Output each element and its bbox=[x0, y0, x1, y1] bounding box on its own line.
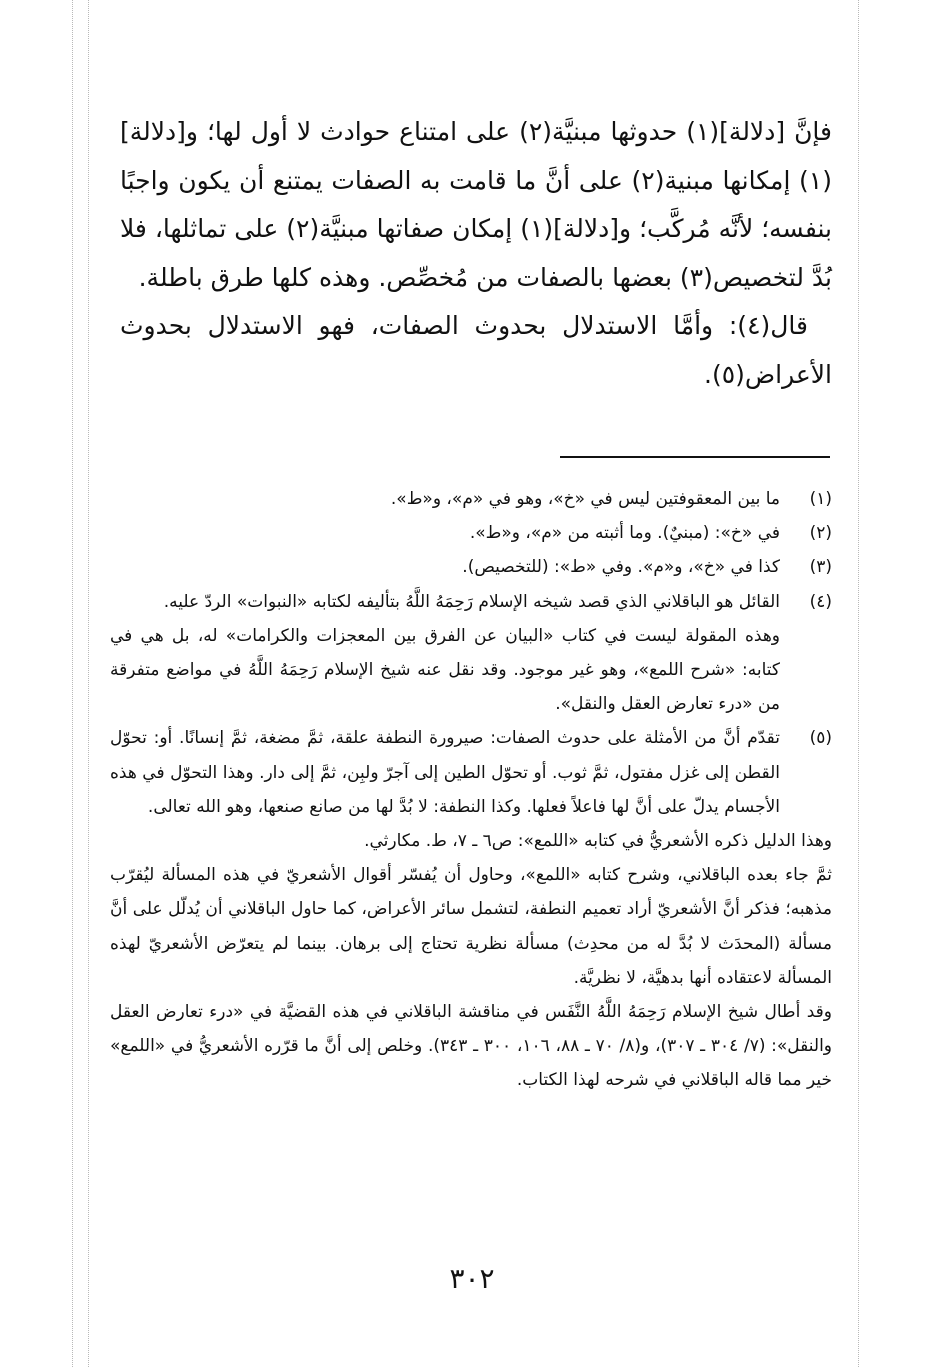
main-paragraph: قال(٤): وأمَّا الاستدلال بحدوث الصفات، فهو الاستدلال بحدوث الأعراض(٥). bbox=[120, 311, 832, 389]
footnote-text: تقدّم أنَّ من الأمثلة على حدوث الصفات: صيرورة النطفة علقة، ثمَّ مضغة، ثمَّ إنسانًا. أو: تحوّل القطن إلى غزل مفتول، ثمَّ ثوب. أو تحوّل الطين إلى آجرّ ولبِن، ثمَّ إلى دار. وهذا التحوّل في هذه الأجسام يدلّ على أنَّ لها فاعلاً فعلها. وكذا النطفة: لا بُدَّ لها من صانع صنعها، وهو الله تعالى. bbox=[110, 728, 780, 817]
footnote-number: (٤) bbox=[809, 591, 832, 612]
scan-edge-line bbox=[88, 0, 89, 1367]
footnote-text: وهذه المقولة ليست في كتاب «البيان عن الفرق بين المعجزات والكرامات» له، بل هي في كتابه: «شرح اللمع»، وهو غير موجود. وقد نقل عنه شيخ الإسلام رَحِمَهُ اللَّهُ في مواضع متفرقة من «درء تعارض العقل والنقل». bbox=[110, 625, 780, 715]
footnote-number: (٢) bbox=[809, 523, 832, 544]
footnote bbox=[110, 516, 832, 550]
main-paragraph: فإنَّ [دلالة](١) حدوثها مبنيَّة(٢) على امتناع حوادث لا أول لها؛ و[دلالة](١) إمكانها مبنية(٢) على أنَّ ما قامت به الصفات يمتنع أن يكون واجبًا بنفسه؛ لأنَّه مُركَّب؛ و[دلالة](١) إمكان صفاتها مبنيَّة(٢) على تماثلها، فلا بُدَّ لتخصيص(٣) بعضها بالصفات من مُخصِّص. وهذه كلها طرق باطلة. bbox=[120, 117, 833, 292]
scan-edge-line bbox=[72, 0, 73, 1367]
footnote-text: ما بين المعقوفتين ليس في «خ»، وهو في «م»، و«ط». bbox=[390, 489, 780, 509]
footnote-continuation: وقد أطال شيخ الإسلام رَحِمَهُ اللَّهُ النَّفَس في مناقشة الباقلاني في هذه القضيَّة في «درء تعارض العقل والنقل»: (٧/ ٣٠٤ ـ ٣٠٧)، و(٨/ ٧٠ ـ ٨٨، ١٠٦، ٣٠٠ ـ ٣٤٣). وخلص إلى أنَّ ما قرّره الأشعريُّ في «اللمع» خير مما قاله الباقلاني في شرحه لهذا الكتاب. bbox=[110, 1002, 832, 1091]
footnote bbox=[110, 721, 832, 824]
footnote-continuation: وهذا الدليل ذكره الأشعريُّ في كتابه «اللمع»: ص٦ ـ ٧، ط. مكارثي. bbox=[364, 831, 832, 852]
footnotes bbox=[110, 482, 832, 1098]
footnote-separator bbox=[560, 456, 830, 458]
scan-edge-line bbox=[858, 0, 859, 1367]
main-text bbox=[120, 108, 832, 399]
footnote bbox=[110, 482, 832, 516]
footnote-number: (٥) bbox=[809, 728, 832, 749]
footnote-number: (١) bbox=[809, 489, 832, 509]
page-number: ٣٠٢ bbox=[449, 1262, 495, 1295]
footnote-text: القائل هو الباقلاني الذي قصد شيخه الإسلام رَحِمَهُ اللَّهُ بتأليفه لكتابه «النبوات» الردّ عليه. bbox=[163, 591, 780, 612]
footnote bbox=[110, 550, 832, 584]
footnote-text: كذا في «خ»، و«م». وفي «ط»: (للتخصيص). bbox=[462, 557, 780, 578]
footnote-text: في «خ»: (مبنيٌ). وما أثبته من «م»، و«ط». bbox=[469, 523, 780, 544]
footnote bbox=[110, 585, 832, 722]
footnote-number: (٣) bbox=[809, 557, 832, 578]
footnote-continuation: ثمَّ جاء بعده الباقلاني، وشرح كتابه «اللمع»، وحاول أن يُفسّر أقوال الأشعريّ في هذه المسألة ليُقرّب مذهبه؛ فذكر أنَّ الأشعريّ أراد تعميم النطفة، لتشمل سائر الأعراض، كما حاول الباقلاني أن يُدلّل على أنَّ مسألة (المحدَث لا بُدَّ له من محدِث) مسألة نظرية تحتاج إلى برهان. بينما لم يتعرّض الأشعريّ لهذه المسألة لاعتقاده أنها بدهيَّة، لا نظريَّة. bbox=[110, 865, 832, 988]
